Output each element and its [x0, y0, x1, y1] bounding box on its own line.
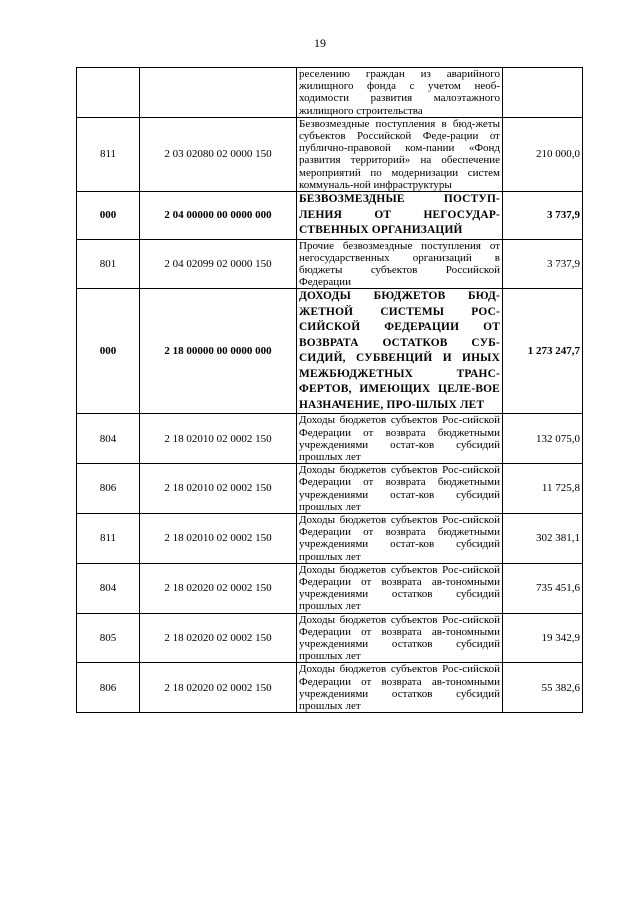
revenue-name-text: БЕЗВОЗМЕЗДНЫЕ ПОСТУП-ЛЕНИЯ ОТ НЕГОСУДАР-СТВЕННЫХ ОРГАНИЗАЦИЙ [299, 193, 500, 237]
admin-code-text: 811 [99, 532, 117, 545]
admin-code-text: 804 [99, 582, 117, 595]
amount-text: 55 382,6 [541, 681, 580, 694]
admin-code-cell [77, 117, 140, 191]
admin-code-cell [77, 239, 140, 289]
amount-cell [503, 289, 583, 414]
budget-classification-code-text: 2 18 02020 02 0002 150 [164, 631, 272, 644]
admin-code-text: 801 [99, 257, 117, 270]
amount-cell [503, 464, 583, 514]
revenue-name-cell [297, 563, 503, 613]
admin-code-cell [77, 414, 140, 464]
revenue-name-text: Доходы бюджетов субъектов Рос-сийской Федерации от возврата ав-тономными учреждениями остатков субсидий прошлых лет [299, 613, 500, 663]
admin-code-text: 000 [99, 345, 117, 358]
admin-code-text: 000 [99, 209, 117, 222]
amount-text: 3 737,9 [547, 257, 580, 270]
amount-text: 210 000,0 [536, 148, 580, 161]
amount-cell [503, 414, 583, 464]
admin-code-cell [77, 513, 140, 563]
amount-cell [503, 239, 583, 289]
budget-classification-code-cell [140, 289, 297, 414]
budget-classification-code-cell [140, 663, 297, 713]
revenue-name-text: Доходы бюджетов субъектов Рос-сийской Федерации от возврата ав-тономными учреждениями остатков субсидий прошлых лет [299, 663, 500, 713]
page-number: 19 [314, 36, 326, 50]
table-row [77, 513, 583, 563]
budget-classification-code-cell [140, 563, 297, 613]
table-body [77, 68, 583, 713]
budget-classification-code-cell [140, 192, 297, 240]
amount-text: 11 725,8 [541, 482, 580, 495]
revenue-name-cell [297, 414, 503, 464]
budget-classification-code-text: 2 04 02099 02 0000 150 [164, 257, 272, 270]
budget-classification-code-cell [140, 117, 297, 191]
admin-code-text: 805 [99, 631, 117, 644]
budget-classification-code-cell [140, 414, 297, 464]
admin-code-text: 806 [99, 681, 117, 694]
revenue-name-text: Прочие безвозмездные поступления от негосударственных организаций в бюджеты субъектов Российской Федерации [299, 239, 500, 289]
budget-classification-code-text: 2 18 02020 02 0002 150 [164, 582, 272, 595]
table-row [77, 68, 583, 118]
amount-cell [503, 563, 583, 613]
revenue-name-text: ДОХОДЫ БЮДЖЕТОВ БЮД-ЖЕТНОЙ СИСТЕМЫ РОС-СИЙСКОЙ ФЕДЕРАЦИИ ОТ ВОЗВРАТА ОСТАТКОВ СУБ-СИДИЙ, СУБВЕНЦИЙ И ИНЫХ МЕЖБЮДЖЕТНЫХ ТРАНС-ФЕРТОВ, ИМЕЮЩИХ ЦЕЛЕ-ВОЕ НАЗНАЧЕНИЕ, ПРО-ШЛЫХ ЛЕТ [299, 290, 500, 411]
revenue-name-cell [297, 464, 503, 514]
admin-code-cell [77, 289, 140, 414]
admin-code-cell [77, 663, 140, 713]
revenue-name-text: Доходы бюджетов субъектов Рос-сийской Федерации от возврата бюджетными учреждениями остат-ков субсидий прошлых лет [299, 513, 500, 563]
revenue-name-cell [297, 289, 503, 414]
table-row [77, 464, 583, 514]
table-row [77, 239, 583, 289]
revenue-name-text: Доходы бюджетов субъектов Рос-сийской Федерации от возврата ав-тономными учреждениями остатков субсидий прошлых лет [299, 563, 500, 613]
budget-classification-code-text: 2 18 02010 02 0002 150 [164, 482, 272, 495]
amount-text: 1 273 247,7 [527, 345, 580, 358]
revenue-name-text: Доходы бюджетов субъектов Рос-сийской Федерации от возврата бюджетными учреждениями остат-ков субсидий прошлых лет [299, 414, 500, 463]
budget-classification-code-text: 2 18 00000 00 0000 000 [164, 345, 272, 358]
table-row [77, 192, 583, 240]
revenue-name-cell [297, 513, 503, 563]
revenue-name-cell [297, 192, 503, 240]
budget-classification-code-cell [140, 239, 297, 289]
admin-code-cell [77, 563, 140, 613]
revenue-name-cell [297, 117, 503, 191]
amount-text: 302 381,1 [536, 532, 580, 545]
admin-code-cell [77, 613, 140, 663]
admin-code-text: 804 [99, 432, 117, 445]
admin-code-text: 811 [99, 148, 117, 161]
budget-classification-code-text: 2 03 02080 02 0000 150 [164, 148, 272, 161]
revenue-name-cell [297, 663, 503, 713]
budget-classification-code-text: 2 18 02010 02 0002 150 [164, 432, 272, 445]
amount-text: 132 075,0 [536, 432, 580, 445]
amount-cell [503, 68, 583, 118]
admin-code-text: 806 [99, 482, 117, 495]
amount-text: 19 342,9 [541, 631, 580, 644]
amount-text: 735 451,6 [536, 582, 580, 595]
amount-cell [503, 117, 583, 191]
budget-classification-code-text: 2 04 00000 00 0000 000 [164, 209, 272, 222]
budget-classification-code-cell [140, 68, 297, 118]
amount-text: 3 737,9 [547, 209, 580, 222]
budget-revenue-table [76, 67, 583, 713]
budget-classification-code-text: 2 18 02010 02 0002 150 [164, 532, 272, 545]
admin-code-cell [77, 464, 140, 514]
revenue-name-text: Безвозмездные поступления в бюд-жеты субъектов Российской Феде-рации от публично-правовой ком-пании «Фонд развития территорий» на обеспечение мероприятий по модернизации систем коммуналь-ной инфраструктуры [299, 117, 500, 191]
revenue-name-cell [297, 613, 503, 663]
budget-classification-code-cell [140, 513, 297, 563]
admin-code-cell [77, 192, 140, 240]
revenue-name-text: Доходы бюджетов субъектов Рос-сийской Федерации от возврата бюджетными учреждениями остат-ков субсидий прошлых лет [299, 464, 500, 513]
table-row [77, 563, 583, 613]
budget-classification-code-cell [140, 613, 297, 663]
amount-cell [503, 613, 583, 663]
revenue-name-cell [297, 239, 503, 289]
table-row [77, 289, 583, 414]
amount-cell [503, 192, 583, 240]
admin-code-cell [77, 68, 140, 118]
amount-cell [503, 663, 583, 713]
table-row [77, 414, 583, 464]
table-row [77, 117, 583, 191]
table-row [77, 613, 583, 663]
revenue-name-cell [297, 68, 503, 118]
budget-classification-code-text: 2 18 02020 02 0002 150 [164, 681, 272, 694]
table-row [77, 663, 583, 713]
revenue-name-text: реселению граждан из аварийного жилищного фонда с учетом необ-ходимости развития малоэтажного жилищного строительства [299, 68, 500, 117]
budget-classification-code-cell [140, 464, 297, 514]
amount-cell [503, 513, 583, 563]
